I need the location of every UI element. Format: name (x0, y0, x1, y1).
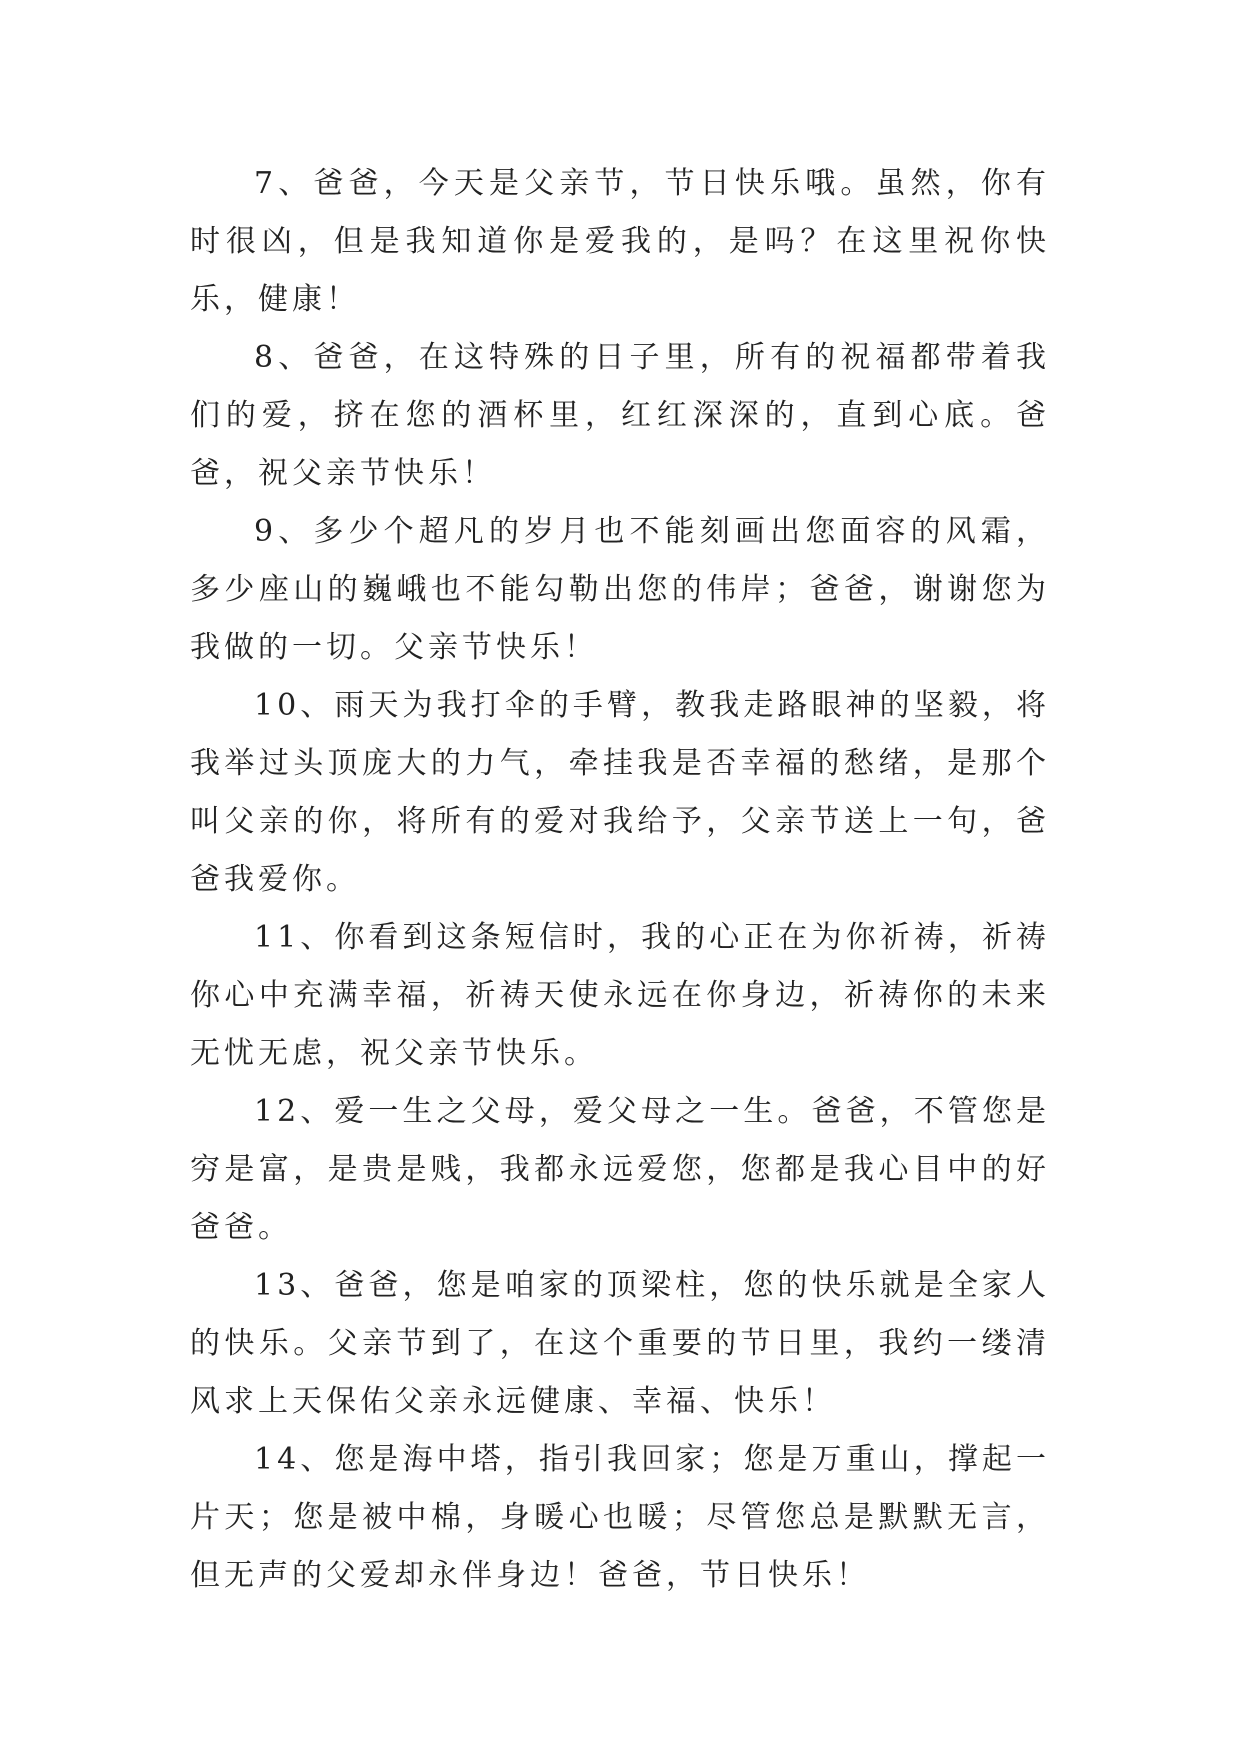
paragraph-7: 7、爸爸，今天是父亲节，节日快乐哦。虽然，你有时很凶，但是我知道你是爱我的，是吗？在这里祝你快乐，健康！ (190, 166, 1050, 317)
paragraph-12: 12、爱一生之父母，爱父母之一生。爸爸，不管您是穷是富，是贵是贱，我都永远爱您，您都是我心目中的好爸爸。 (190, 1094, 1050, 1245)
paragraph-9: 9、多少个超凡的岁月也不能刻画出您面容的风霜，多少座山的巍峨也不能勾勒出您的伟岸；爸爸，谢谢您为我做的一切。父亲节快乐！ (190, 514, 1050, 665)
paragraph-14: 14、您是海中塔，指引我回家；您是万重山，撑起一片天；您是被中棉，身暖心也暖；尽管您总是默默无言，但无声的父爱却永伴身边！爸爸，节日快乐！ (190, 1442, 1050, 1593)
document-body (190, 155, 1050, 1605)
paragraph-10: 10、雨天为我打伞的手臂，教我走路眼神的坚毅，将我举过头顶庞大的力气，牵挂我是否幸福的愁绪，是那个叫父亲的你，将所有的爱对我给予，父亲节送上一句，爸爸我爱你。 (190, 688, 1050, 897)
paragraph-11: 11、你看到这条短信时，我的心正在为你祈祷，祈祷你心中充满幸福，祈祷天使永远在你身边，祈祷你的未来无忧无虑，祝父亲节快乐。 (190, 920, 1050, 1071)
paragraph-13: 13、爸爸，您是咱家的顶梁柱，您的快乐就是全家人的快乐。父亲节到了，在这个重要的节日里，我约一缕清风求上天保佑父亲永远健康、幸福、快乐！ (190, 1268, 1050, 1419)
paragraph-8: 8、爸爸，在这特殊的日子里，所有的祝福都带着我们的爱，挤在您的酒杯里，红红深深的，直到心底。爸爸，祝父亲节快乐！ (190, 340, 1050, 491)
